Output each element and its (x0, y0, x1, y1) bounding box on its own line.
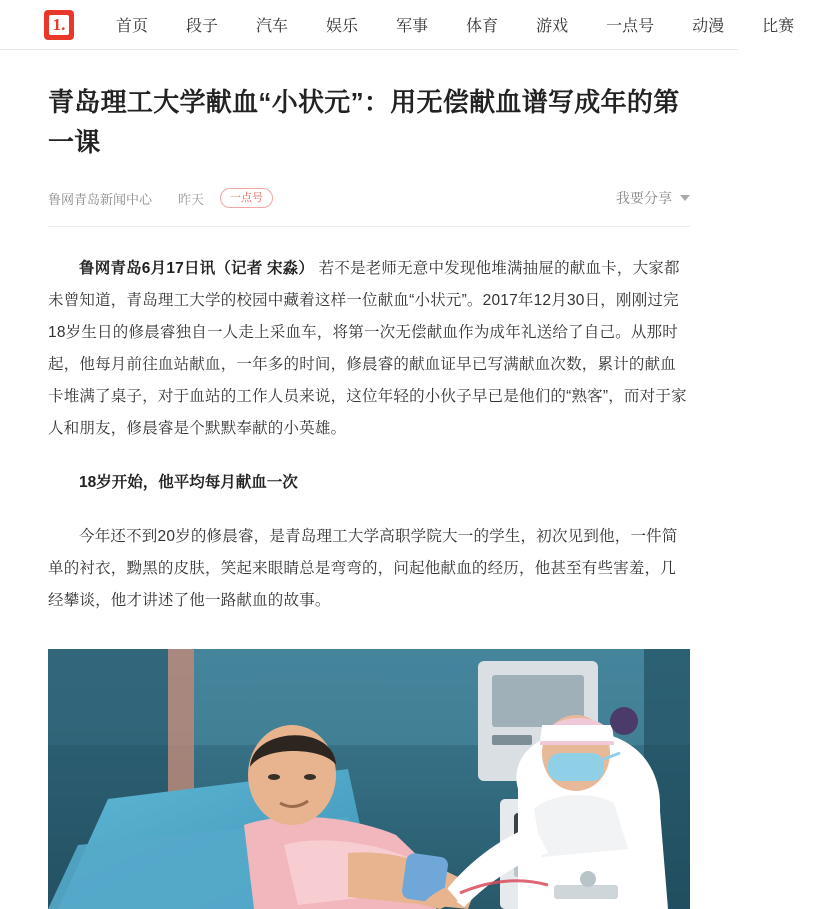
nav-auto[interactable]: 汽车 (256, 18, 289, 35)
site-logo[interactable] (44, 10, 74, 40)
nav-duanzi[interactable]: 段子 (186, 18, 219, 35)
article-subheading: 18岁开始，他平均每月献血一次 (79, 474, 298, 491)
article-photo-wrap (0, 639, 738, 909)
share-button[interactable] (616, 188, 690, 208)
nav-military[interactable]: 军事 (396, 18, 429, 35)
site-logo-text: 1. (49, 15, 69, 35)
article-paragraph-1 (48, 253, 690, 445)
nav-yidianhao[interactable]: 一点号 (606, 18, 655, 35)
article-dateline: 鲁网青岛6月17日讯（记者 宋淼） (79, 260, 315, 277)
share-label: 我要分享 (616, 190, 672, 206)
article-meta (48, 188, 690, 208)
article-photo (48, 649, 690, 909)
article-tag-badge[interactable]: 一点号 (220, 188, 273, 208)
nav-sports[interactable]: 体育 (466, 18, 499, 35)
nav-entertainment[interactable]: 娱乐 (326, 18, 359, 35)
nav-anime[interactable]: 动漫 (692, 18, 725, 35)
page-title: 青岛理工大学献血“小状元”：用无偿献血谱写成年的第一课 (48, 87, 680, 157)
article-paragraph-1-text: 若不是老师无意中发现他堆满抽屉的献血卡，大家都未曾知道，青岛理工大学的校园中藏着这样一位献血“小状元”。2017年12月30日，刚刚过完18岁生日的修晨睿独自一人走上采血车，将第一次无偿献血作为成年礼送给了自己。从那时起，他每月前往血站献血，一年多的时间，修晨睿的献血证早已写满献血次数，累计的献血卡堆满了桌子，对于血站的工作人员来说，这位年轻的小伙子早已是他们的“熟客”，而对于家人和朋友，修晨睿是个默默奉献的小英雄。 (48, 260, 687, 437)
nav-menu (116, 13, 832, 36)
article-body (48, 227, 690, 617)
article-source: 鲁网青岛新闻中心 (48, 191, 153, 207)
article-paragraph-2: 今年还不到20岁的修晨睿，是青岛理工大学高职学院大一的学生，初次见到他，一件简单的衬衣，黝黑的皮肤，笑起来眼睛总是弯弯的，问起他献血的经历，他甚至有些害羞，几经攀谈，他才讲述了他一路献血的故事。 (48, 528, 678, 609)
article-timestamp: 昨天 (178, 191, 205, 207)
nav-match[interactable]: 比赛 (762, 18, 795, 35)
nav-home[interactable]: 首页 (116, 18, 149, 35)
nav-games[interactable]: 游戏 (536, 18, 569, 35)
top-navigation-bar (0, 0, 795, 50)
article-photo-illustration (48, 649, 690, 909)
article-container (0, 50, 738, 617)
chevron-down-icon (680, 195, 690, 201)
